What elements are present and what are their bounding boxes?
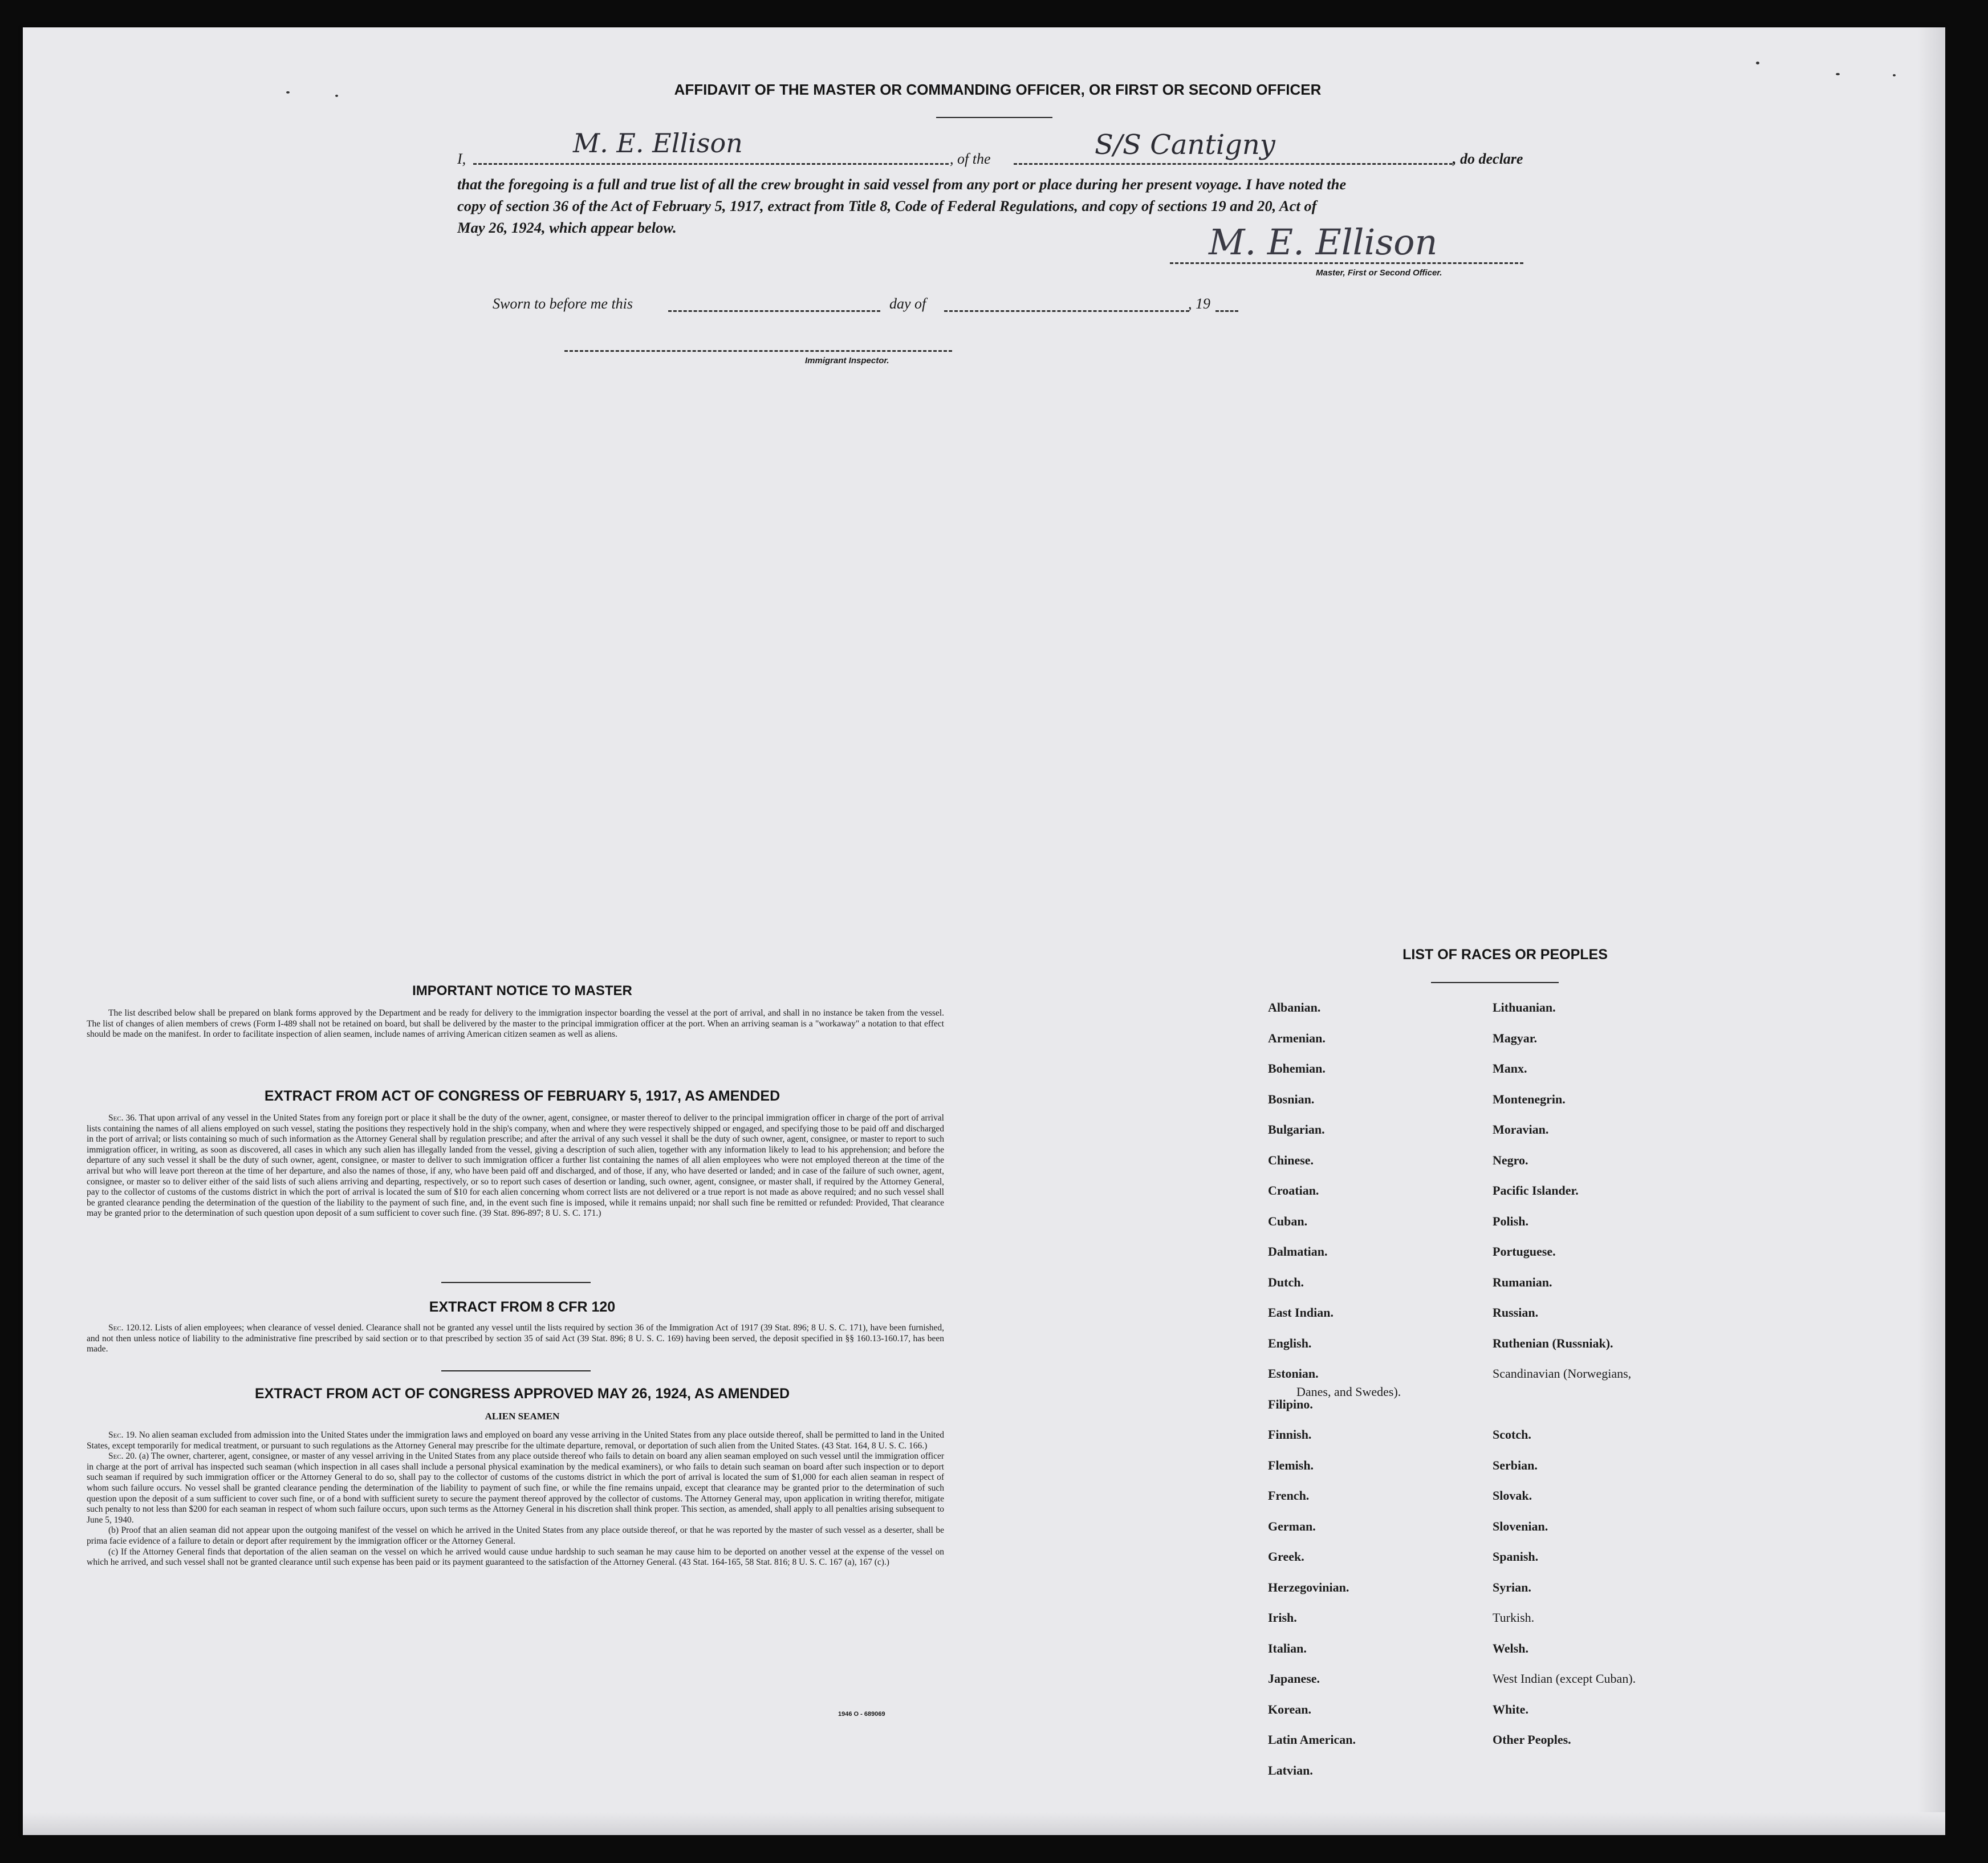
race-item: Chinese. [1268, 1152, 1314, 1167]
speck [335, 95, 338, 97]
title-rule [936, 117, 1052, 118]
race-item: Latvian. [1268, 1763, 1313, 1777]
race-item: Magyar. [1493, 1030, 1538, 1045]
race-item: White. [1493, 1702, 1528, 1716]
race-item: Other Peoples. [1493, 1732, 1571, 1747]
sworn-label: Sworn to before me this [493, 295, 633, 312]
sec20-label: Sec. 20. [108, 1451, 137, 1462]
sec20a-text: (a) The owner, charterer, agent, consignee, or master of any vessel arriving in the United States from any place outside thereof who fails to detain on board any alien seaman employed on such vessel until the immigration officer in charge at the port of arrival has inspected such seaman (which inspection in all cases shall include a personal physical examination by the medical examiners), or who fails to detain such seaman on board after such inspection or to deport such seaman if required by such immigration officer or the Attorney General to do so, shall pay to the collector of customs of the customs district in which the port of arrival is located the sum of $1,000 for each alien seaman in respect of whom such failure occurs. No vessel shall be granted clearance pending the determination of the liability to payment of such fine, or while the fine remains unpaid, except that clearance may be granted prior to the determination of such question upon the deposit of a sum sufficient to cover such fine, or of a bond with sufficient surety to secure the payment thereof approved by the collector of customs. The Attorney General may, upon application in writing therefor, mitigate such penalty to not less than $200 for each seaman in respect of whom such failure occurs, upon such terms as the Attorney General in his discretion shall think proper. This section, as amended, shall apply to all penalties arising subsequent to June 5, 1940. [87, 1451, 944, 1525]
print-code: 1946 O - 689069 [838, 1711, 885, 1718]
extract-1917-title: EXTRACT FROM ACT OF CONGRESS OF FEBRUARY 5, 1917, AS AMENDED [264, 1088, 780, 1104]
sec20b-paragraph: (b) Proof that an alien seaman did not appear upon the outgoing manifest of the vessel on which he arrived in the United States from any place outside thereof, or that he was reported by the master of such vessel as a deserter, shall be prima facie evidence of a failure to detain or deport after requirement by the immigration officer or the Attorney General. [87, 1525, 944, 1546]
notice-title: IMPORTANT NOTICE TO MASTER [412, 983, 632, 999]
race-item: Latin American. [1268, 1732, 1356, 1747]
sec120-label: Sec. 120.12. [108, 1323, 153, 1333]
race-item: Danes, and Swedes). [1296, 1385, 1401, 1399]
race-item: Manx. [1493, 1061, 1527, 1075]
race-item: Slovenian. [1493, 1519, 1548, 1533]
race-item: Dalmatian. [1268, 1244, 1328, 1259]
year-line [1215, 310, 1238, 312]
race-item: Scotch. [1493, 1427, 1531, 1442]
race-item: Russian. [1493, 1305, 1539, 1320]
vessel-name-handwritten: S/S Cantigny [1095, 129, 1275, 161]
race-item: Flemish. [1268, 1458, 1314, 1472]
race-item: Filipino. [1268, 1397, 1313, 1411]
sworn-day-line [668, 310, 880, 312]
race-item: French. [1268, 1488, 1310, 1503]
race-item: Pacific Islander. [1493, 1183, 1579, 1198]
vessel-line [1014, 163, 1453, 165]
affidavit-lead: I, [457, 151, 466, 167]
signature-line [1170, 262, 1523, 264]
race-item: German. [1268, 1519, 1316, 1533]
of-the-label: , of the [950, 151, 991, 167]
sec120-text: Lists of alien employees; when clearance of vessel denied. Clearance shall not be granted any vessel until the lists required by section 36 of the Immigration Act of 1917 (39 Stat. 896; 8 U. S. C. 171), have been furnished, and not then unless notice of liability to the administrative fine prescribed by said section or to that prescribed by section 35 of said Act (39 Stat. 896; 8 U. S. C. 169) having been served, the deposit specified in §§ 160.13-160.17, has been made. [87, 1323, 945, 1354]
race-item: Cuban. [1268, 1213, 1308, 1228]
race-item: Japanese. [1268, 1671, 1320, 1686]
race-item: Finnish. [1268, 1427, 1312, 1442]
races-title-rule [1431, 982, 1559, 983]
alien-seamen-subtitle: ALIEN SEAMEN [485, 1411, 560, 1422]
sheet-edge-right [1918, 27, 1945, 1835]
race-item: East Indian. [1268, 1305, 1334, 1320]
race-item: Scandinavian (Norwegians, [1493, 1366, 1632, 1381]
master-signature: M. E. Ellison [1209, 221, 1438, 263]
speck [1893, 74, 1896, 76]
affidavit-body [457, 173, 1620, 238]
section-rule [441, 1282, 591, 1283]
race-item: English. [1268, 1336, 1312, 1350]
sheet-edge-bottom [23, 1812, 1945, 1835]
month-line [944, 310, 1189, 312]
extract-1924-text [87, 1430, 944, 1568]
race-item: Montenegrin. [1493, 1091, 1566, 1106]
race-item: Turkish. [1493, 1610, 1535, 1625]
sec20a-paragraph [87, 1451, 944, 1525]
sec36-paragraph [87, 1113, 944, 1219]
sec120-paragraph [87, 1323, 944, 1355]
race-item: Welsh. [1493, 1641, 1528, 1655]
race-item: Dutch. [1268, 1275, 1304, 1289]
inspector-caption: Immigrant Inspector. [805, 356, 889, 366]
race-item: Syrian. [1493, 1580, 1531, 1594]
race-item: Herzegovinian. [1268, 1580, 1349, 1594]
affidavit-title: AFFIDAVIT OF THE MASTER OR COMMANDING OFFICER, OR FIRST OR SECOND OFFICER [674, 81, 1322, 98]
race-item: Bosnian. [1268, 1091, 1315, 1106]
race-item: Ruthenian (Russniak). [1493, 1336, 1613, 1350]
day-of-label: day of [889, 295, 926, 312]
extract-cfr-text [87, 1323, 944, 1355]
race-item: Serbian. [1493, 1458, 1538, 1472]
race-item: Italian. [1268, 1641, 1307, 1655]
sec20c-paragraph: (c) If the Attorney General finds that deportation of the alien seaman on the vessel on which he arrived would cause undue hardship to such seaman he may cause him to be deported on another vessel at the expense of the vessel on which he arrived, and such vessel shall not be granted clearance until such expense has been paid or its payment guaranteed to the satisfaction of the Attorney General. (43 Stat. 164-165, 58 Stat. 816; 8 U. S. C. 167 (a), 167 (c).) [87, 1547, 944, 1568]
race-item: Moravian. [1493, 1122, 1549, 1137]
race-item: Armenian. [1268, 1030, 1326, 1045]
inspector-line [564, 350, 952, 352]
sec36-label: Sec. 36. [108, 1113, 137, 1123]
race-item: Greek. [1268, 1549, 1304, 1564]
document-sheet [23, 27, 1945, 1835]
affidavit-body-line: copy of section 36 of the Act of February 5, 1917, extract from Title 8, Code of Federal Regulations, and copy of sections 19 and 20, Act of [457, 197, 1317, 214]
speck [1836, 73, 1840, 75]
extract-cfr-title: EXTRACT FROM 8 CFR 120 [429, 1299, 616, 1315]
notice-text [87, 1008, 944, 1040]
affidavit-body-line: that the foregoing is a full and true list of all the crew brought in said vessel from any port or place during her present voyage. I have noted the [457, 176, 1347, 193]
race-item: Albanian. [1268, 1000, 1321, 1014]
race-item: Lithuanian. [1493, 1000, 1556, 1014]
sec19-text: No alien seaman excluded from admission into the United States under the immigration laws and employed on board any vesse arriving in the United States from any place outside thereof, shall be permitted to land in the United States, except temporarily for medical treatment, or pursuant to such regulations as the Attorney General may prescribe for the ultimate departure, removal, or deportation of such alien from the United States. (43 Stat. 164, 8 U. S. C. 166.) [87, 1430, 944, 1451]
notice-paragraph: The list described below shall be prepared on blank forms approved by the Department and be ready for delivery to the immigration inspector boarding the vessel at the port of arrival, and shall in no instance be taken from the vessel. The list of changes of alien members of crews (Form I-489 shall not be retained on board, but shall be delivered by the master to the principal immigration officer at the port. When an arriving seaman is a "workaway" a notation to that effect should be made on the manifest. In order to facilitate inspection of alien seamen, include names of arriving American citizen seamen as well as aliens. [87, 1008, 944, 1040]
year-label: , 19 [1188, 295, 1210, 312]
race-item: Korean. [1268, 1702, 1311, 1716]
race-item: Bohemian. [1268, 1061, 1326, 1075]
extract-1924-title: EXTRACT FROM ACT OF CONGRESS APPROVED MAY 26, 1924, AS AMENDED [254, 1386, 790, 1402]
speck [286, 91, 290, 94]
races-title: LIST OF RACES OR PEOPLES [1402, 947, 1608, 963]
race-item: Estonian. [1268, 1366, 1319, 1381]
race-item: Slovak. [1493, 1488, 1532, 1503]
master-name-line [473, 163, 949, 165]
signature-caption: Master, First or Second Officer. [1316, 268, 1442, 278]
race-item: Croatian. [1268, 1183, 1319, 1198]
sec36-text: That upon arrival of any vessel in the United States from any foreign port or place it shall be the duty of the owner, agent, consignee, or master thereof to deliver to the principal immigration officer in charge of the port of arrival lists containing the names of all aliens employed on such vessel, stating the positions they respectively hold in the ship's company, when and where they were respectively shipped or engaged, and specifying those to be paid off and discharged in the port of arrival; or lists containing so much of such information as the Attorney General shall by regulation prescribe; and after the arrival of any such vessel it shall be the duty of such owner, agent, consignee, or master to report to such immigration officer, in writing, as soon as discovered, all cases in which any such alien has illegally landed from the vessel, giving a description of such alien, together with any information likely to lead to his apprehension; and before the departure of any such vessel it shall be the duty of such owner, agent, consignee, or master to deliver to such immigration officer a further list containing the names of all alien employees who were not employed thereon at the time of the arrival but who will leave port thereon at the time of her departure, and also the names of those, if any, who have been paid off and discharged, and of those, if any, who have deserted or landed; and in case of the failure of such owner, agent, consignee, or master so to deliver either of the said lists of such aliens arriving and departing, respectively, or so to report such cases of desertion or landing, such owner, agent, consignee, or master shall, if required by the Attorney General, pay to the collector of customs of the customs district in which the port of arrival is located the sum of $10 for each alien concerning whom correct lists are not delivered or a true report is not made as above required; and no such vessel shall be granted clearance pending the determination of the question of the liability to the payment of such fine, and, in the event such fine is imposed, while it remains unpaid; nor shall such fine be remitted or refunded: Provided, That clearance may be granted prior to the determination of such question upon deposit of a sum sufficient to cover such fine. (39 Stat. 896-897; 8 U. S. C. 171.) [87, 1113, 944, 1219]
sec19-paragraph [87, 1430, 944, 1451]
race-item: Irish. [1268, 1610, 1297, 1625]
section-rule [441, 1370, 591, 1371]
race-item: Bulgarian. [1268, 1122, 1325, 1137]
do-declare-label: , do declare [1453, 151, 1523, 167]
affidavit-body-line: May 26, 1924, which appear below. [457, 219, 677, 236]
race-item: West Indian (except Cuban). [1493, 1671, 1636, 1686]
master-name-signature: M. E. Ellison [573, 128, 743, 159]
race-item: Portuguese. [1493, 1244, 1556, 1259]
race-item: Rumanian. [1493, 1275, 1552, 1289]
race-item: Polish. [1493, 1213, 1528, 1228]
extract-1917-text [87, 1113, 944, 1219]
sec19-label: Sec. 19. [108, 1430, 137, 1440]
race-item: Spanish. [1493, 1549, 1539, 1564]
race-item: Negro. [1493, 1152, 1528, 1167]
speck [1756, 62, 1759, 64]
